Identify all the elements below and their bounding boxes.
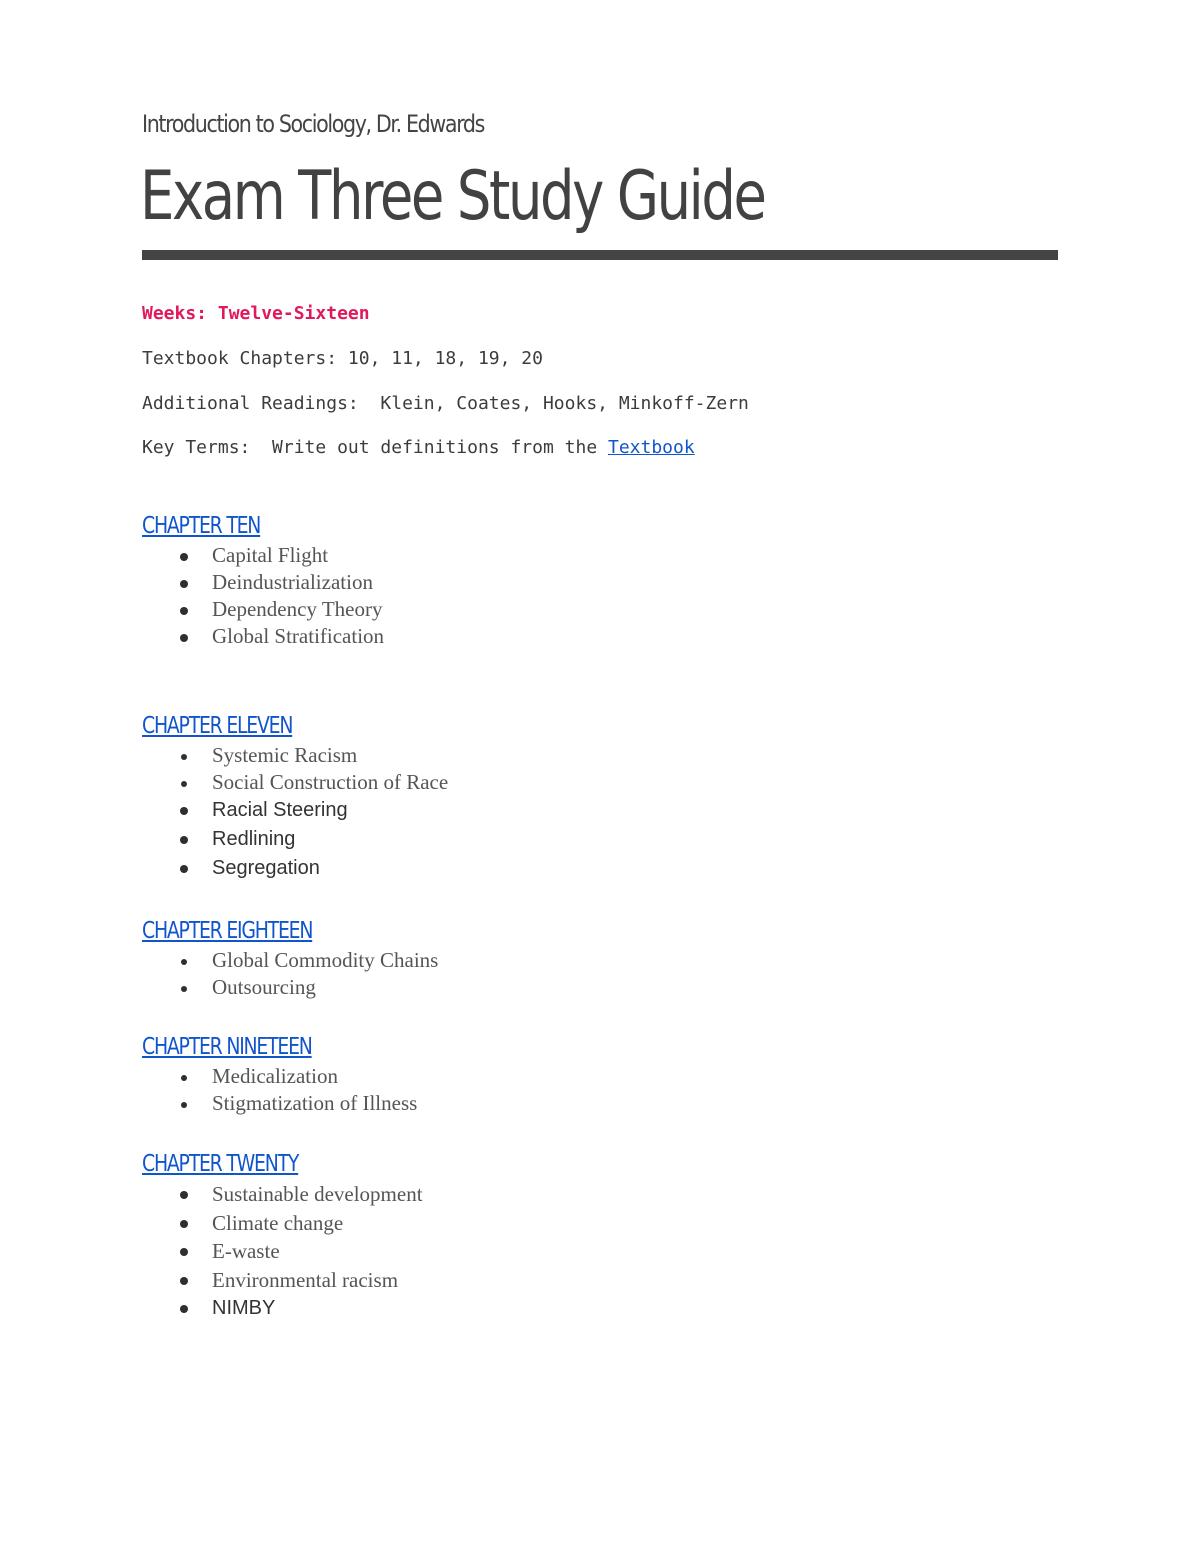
term-label: Systemic Racism	[212, 743, 358, 767]
term-label: Dependency Theory	[212, 597, 383, 621]
textbook-link[interactable]: Textbook	[608, 437, 695, 458]
term-label: E-waste	[212, 1239, 280, 1263]
list-item	[142, 825, 842, 854]
term-label: NIMBY	[212, 1297, 276, 1319]
chapter-eighteen-list	[142, 947, 842, 1001]
title-divider	[142, 250, 1058, 260]
bullet-icon	[180, 1277, 188, 1285]
chapter-twenty-heading[interactable]: CHAPTER TWENTY	[142, 1151, 299, 1177]
list-item	[142, 796, 842, 825]
bullet-icon	[180, 634, 188, 642]
bullet-icon	[180, 580, 188, 588]
bullet-icon	[181, 1102, 187, 1108]
key-terms-text: Key Terms: Write out definitions from the	[142, 437, 608, 458]
list-item	[142, 974, 842, 1001]
list-item	[142, 542, 842, 569]
bullet-icon	[180, 607, 188, 615]
list-item	[142, 596, 842, 623]
list-item	[142, 623, 842, 650]
bullet-icon	[180, 1191, 188, 1199]
key-terms-line	[142, 437, 695, 458]
term-label: Racial Steering	[212, 799, 348, 821]
bullet-icon	[181, 959, 187, 965]
list-item	[142, 742, 842, 769]
chapter-eighteen-heading[interactable]: CHAPTER EIGHTEEN	[142, 918, 313, 944]
term-label: Capital Flight	[212, 543, 329, 567]
list-item	[142, 769, 842, 796]
bullet-icon	[181, 1075, 187, 1081]
chapter-nineteen-heading[interactable]: CHAPTER NINETEEN	[142, 1034, 312, 1060]
term-label: Deindustrialization	[212, 570, 373, 594]
list-item	[142, 1209, 842, 1238]
chapter-eleven-list	[142, 742, 842, 883]
section-chapter-eighteen	[142, 916, 842, 1001]
list-item	[142, 1266, 842, 1295]
list-item	[142, 947, 842, 974]
section-chapter-eleven	[142, 711, 842, 883]
chapter-twenty-list	[142, 1180, 842, 1323]
term-label: Stigmatization of Illness	[212, 1091, 418, 1115]
bullet-icon	[180, 865, 188, 873]
section-chapter-nineteen	[142, 1032, 842, 1117]
bullet-icon	[180, 553, 188, 561]
term-label: Social Construction of Race	[212, 770, 449, 794]
list-item	[142, 1237, 842, 1266]
term-label: Segregation	[212, 857, 320, 879]
bullet-icon	[181, 781, 187, 787]
bullet-icon	[181, 986, 187, 992]
list-item	[142, 1294, 842, 1323]
term-label: Global Stratification	[212, 624, 385, 648]
chapter-ten-heading[interactable]: CHAPTER TEN	[142, 513, 261, 539]
list-item	[142, 1180, 842, 1209]
list-item	[142, 1063, 842, 1090]
term-label: Sustainable development	[212, 1182, 423, 1206]
list-item	[142, 1090, 842, 1117]
bullet-icon	[180, 1220, 188, 1228]
textbook-chapters-line: Textbook Chapters: 10, 11, 18, 19, 20	[142, 348, 543, 369]
term-label: Environmental racism	[212, 1267, 399, 1292]
bullet-icon	[181, 754, 187, 760]
term-label: Global Commodity Chains	[212, 948, 439, 972]
list-item	[142, 569, 842, 596]
chapter-eleven-heading[interactable]: CHAPTER ELEVEN	[142, 713, 293, 739]
chapter-nineteen-list	[142, 1063, 842, 1117]
additional-readings-line: Additional Readings: Klein, Coates, Hooks, Minkoff-Zern	[142, 393, 749, 414]
course-subtitle: Introduction to Sociology, Dr. Edwards	[142, 110, 485, 138]
term-label: Outsourcing	[212, 975, 316, 999]
bullet-icon	[180, 836, 188, 844]
bullet-icon	[180, 1248, 188, 1256]
page-title: Exam Three Study Guide	[140, 157, 765, 236]
bullet-icon	[180, 1305, 188, 1313]
term-label: Redlining	[212, 828, 296, 850]
section-chapter-twenty	[142, 1149, 842, 1323]
chapter-ten-list	[142, 542, 842, 650]
list-item	[142, 854, 842, 883]
term-label: Climate change	[212, 1210, 344, 1235]
term-label: Medicalization	[212, 1064, 338, 1088]
weeks-line: Weeks: Twelve-Sixteen	[142, 303, 370, 324]
bullet-icon	[180, 807, 188, 815]
section-chapter-ten	[142, 511, 842, 650]
